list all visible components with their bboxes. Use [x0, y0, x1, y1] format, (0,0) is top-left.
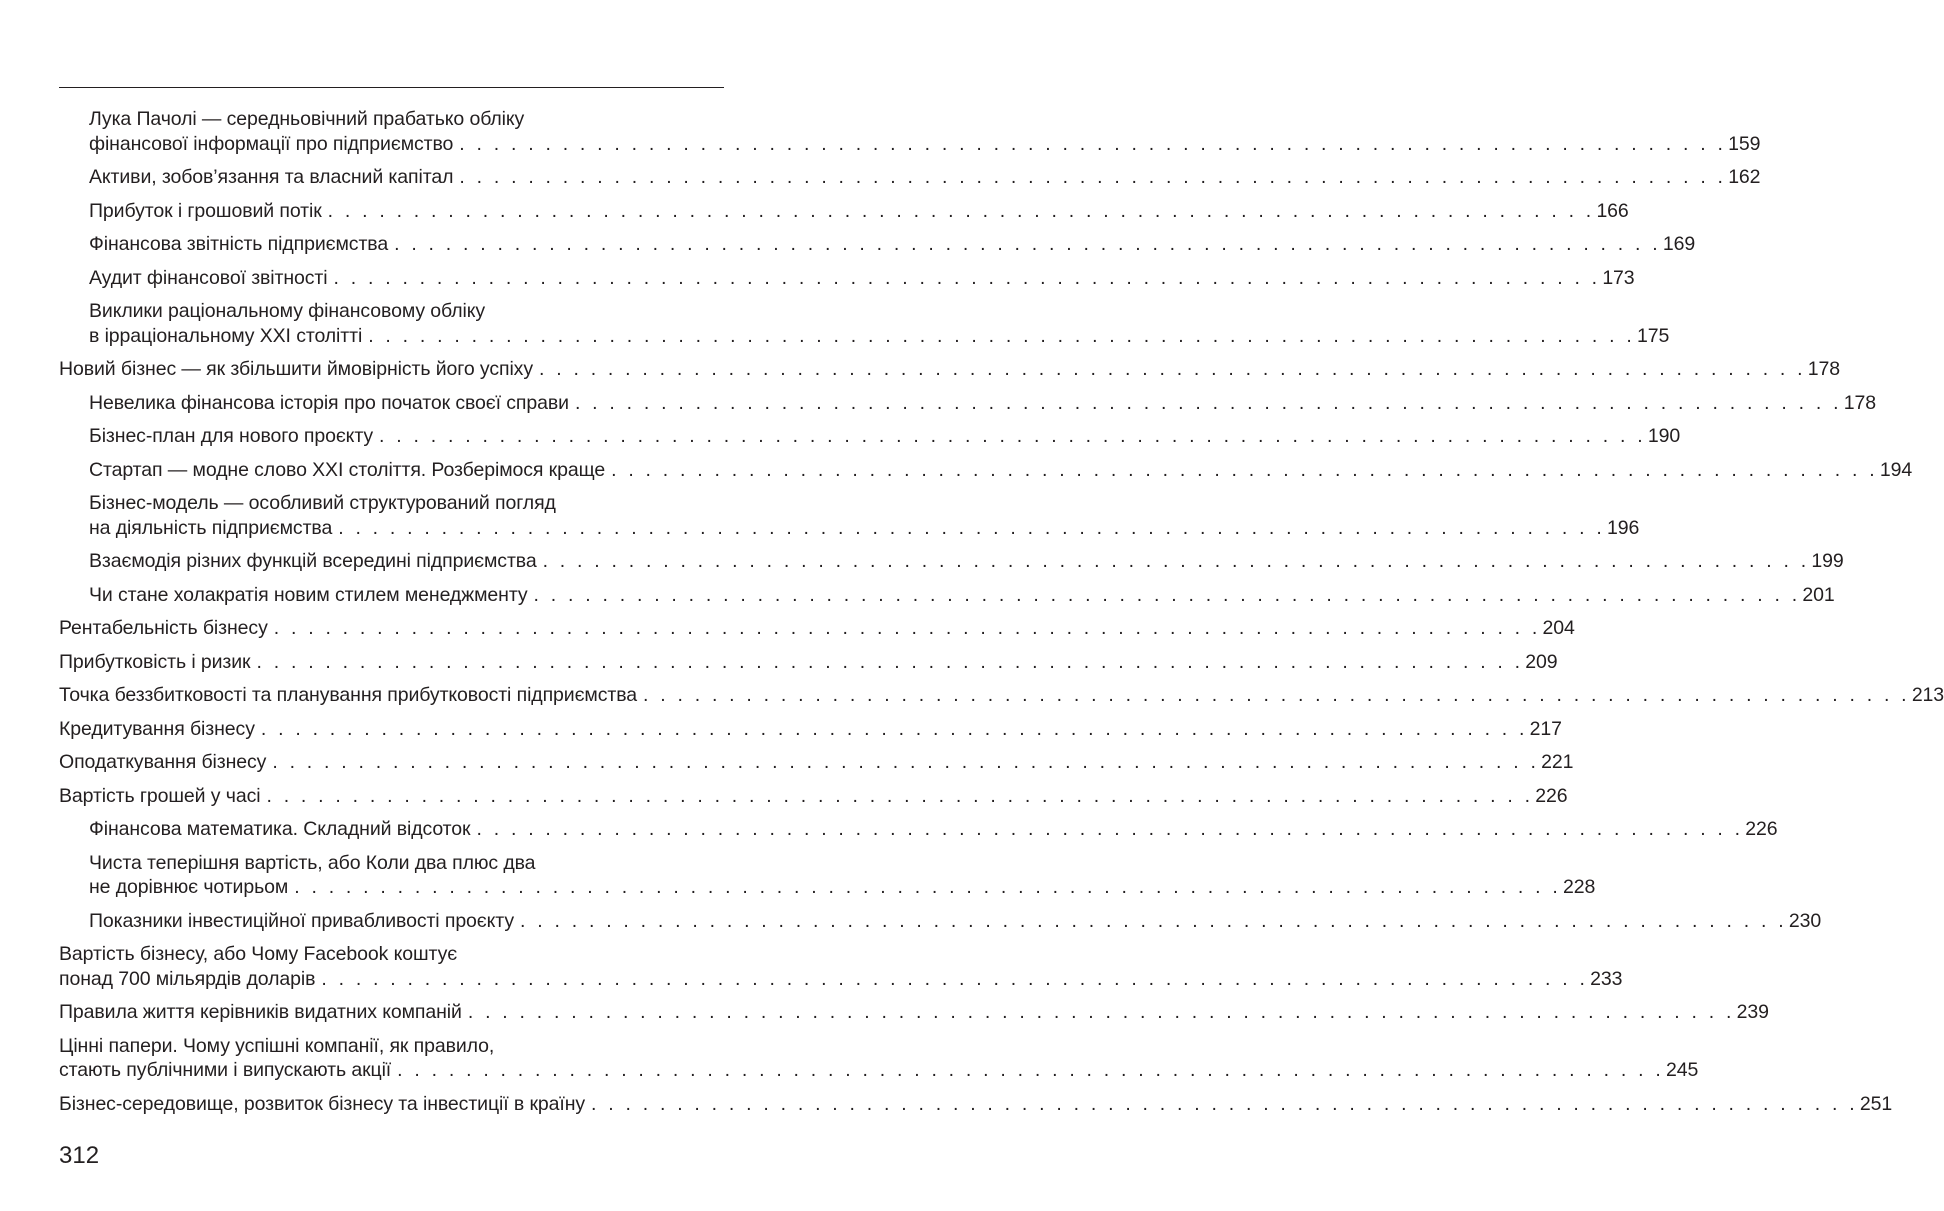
- toc-entry-line: [89, 232, 1696, 257]
- dot-leader: . . . . . . . . . . . . . . . . . . . . . . . . . . . . . . . . . . . . . . . . . . . . . . . . . . . . . . . . . . . . . . . . . . . . . . . . . .: [397, 1059, 1664, 1081]
- toc-entry-page: 199: [1811, 550, 1844, 572]
- toc-entry: [59, 909, 1822, 934]
- toc-entry: [59, 299, 1670, 348]
- toc-entry-line: [89, 458, 1913, 483]
- toc-entry-page: 221: [1541, 751, 1574, 773]
- toc-entry-line: [89, 324, 1670, 349]
- toc-entry-line: [89, 583, 1835, 608]
- toc-entry: [59, 1092, 1893, 1117]
- toc-entry-title: Новий бізнес — як збільшити ймовірність його успіху: [59, 358, 533, 380]
- dot-leader: . . . . . . . . . . . . . . . . . . . . . . . . . . . . . . . . . . . . . . . . . . . . . . . . . . . . . . . . . . . . . . . . . . . . . . . . . .: [520, 909, 1787, 932]
- toc-entry-line: [89, 516, 1640, 541]
- dot-leader: . . . . . . . . . . . . . . . . . . . . . . . . . . . . . . . . . . . . . . . . . . . . . . . . . . . . . . . . . . . . . . . . . . . . . . . . . .: [260, 717, 1528, 740]
- toc-entry-title: Бізнес-середовище, розвиток бізнесу та інвестиції в країну: [59, 1092, 586, 1115]
- toc-entry: [59, 650, 1558, 675]
- toc-entry-title: Невелика фінансова історія про початок своєї справи: [89, 391, 569, 414]
- toc-entry: [59, 851, 1596, 900]
- toc-entry-page: 178: [1843, 391, 1876, 414]
- toc-entry-page: 226: [1745, 818, 1778, 840]
- toc-entry-title: стають публічними і випускають акції: [59, 1059, 392, 1081]
- toc-entry-page: 204: [1542, 617, 1575, 639]
- toc-entry-page: 239: [1736, 1001, 1769, 1023]
- toc-entry-title: в ірраціональному ХХІ столітті: [89, 324, 363, 347]
- toc-entry: [59, 491, 1640, 540]
- dot-leader: . . . . . . . . . . . . . . . . . . . . . . . . . . . . . . . . . . . . . . . . . . . . . . . . . . . . . . . . . . . . . . . . . . . . . . . . . .: [266, 784, 1534, 807]
- toc-entry-title: Оподаткування бізнесу: [59, 751, 267, 773]
- toc-entry: [59, 1034, 1699, 1083]
- toc-entry-page: 162: [1728, 166, 1761, 188]
- toc-entry-title-first-line: Вартість бізнесу, або Чому Facebook коштує: [59, 943, 458, 965]
- toc-entry-line: [89, 165, 1761, 190]
- toc-entry: [59, 357, 1841, 382]
- dot-leader: . . . . . . . . . . . . . . . . . . . . . . . . . . . . . . . . . . . . . . . . . . . . . . . . . . . . . . . . . . . . . . . . . . . . . . . . . .: [538, 358, 1806, 380]
- toc-entry-line: [89, 875, 1596, 900]
- toc-entry-title: Чи стане холакратія новим стилем менеджменту: [89, 583, 528, 606]
- toc-entry: [59, 165, 1761, 190]
- table-of-contents: [59, 107, 1944, 1116]
- toc-entry: [59, 683, 1944, 708]
- dot-leader: . . . . . . . . . . . . . . . . . . . . . . . . . . . . . . . . . . . . . . . . . . . . . . . . . . . . . . . . . . . . . . . . . . . . . . . . . .: [533, 583, 1801, 606]
- toc-entry-title: Прибуток і грошовий потік: [89, 199, 322, 222]
- toc-entry: [59, 817, 1778, 842]
- dot-leader: . . . . . . . . . . . . . . . . . . . . . . . . . . . . . . . . . . . . . . . . . . . . . . . . . . . . . . . . . . . . . . . . . . . . . . . . . .: [542, 550, 1810, 572]
- dot-leader: . . . . . . . . . . . . . . . . . . . . . . . . . . . . . . . . . . . . . . . . . . . . . . . . . . . . . . . . . . . . . . . . . . . . . . . . . .: [459, 132, 1727, 155]
- toc-entry-line: [59, 750, 1574, 775]
- toc-entry-page: 166: [1596, 199, 1629, 222]
- toc-entry-line: [59, 1000, 1769, 1025]
- toc-entry: [59, 107, 1761, 156]
- toc-entry-title: Бізнес-план для нового проєкту: [89, 425, 374, 447]
- toc-entry-title: Стартап — модне слово ХХІ століття. Розберімося краще: [89, 458, 606, 481]
- toc-entry-line: [59, 650, 1558, 675]
- toc-entry-page: 169: [1662, 233, 1696, 255]
- dot-leader: . . . . . . . . . . . . . . . . . . . . . . . . . . . . . . . . . . . . . . . . . . . . . . . . . . . . . . . . . . . . . . . . . . . . . . . . . .: [256, 650, 1524, 673]
- dot-leader: . . . . . . . . . . . . . . . . . . . . . . . . . . . . . . . . . . . . . . . . . . . . . . . . . . . . . . . . . . . . . . . . . . . . . . . . . .: [379, 425, 1646, 447]
- toc-entry: [59, 750, 1574, 775]
- toc-entry: [59, 391, 1876, 416]
- toc-entry-title: фінансової інформації про підприємство: [89, 132, 454, 155]
- toc-entry-title: Аудит фінансової звітності: [89, 266, 328, 289]
- toc-entry-title-first-line: Цінні папери. Чому успішні компанії, як правило,: [59, 1034, 495, 1057]
- toc-entry-title: Показники інвестиційної привабливості проєкту: [89, 909, 515, 932]
- dot-leader: . . . . . . . . . . . . . . . . . . . . . . . . . . . . . . . . . . . . . . . . . . . . . . . . . . . . . . . . . . . . . . . . . . . . . . . . . .: [394, 233, 1661, 255]
- toc-entry-title: на діяльність підприємства: [89, 516, 333, 539]
- toc-entry: [59, 784, 1568, 809]
- page-number: 312: [59, 1142, 100, 1169]
- toc-entry-page: 226: [1535, 784, 1568, 807]
- toc-entry-title: Кредитування бізнесу: [59, 717, 255, 740]
- toc-entry-line: [59, 1092, 1893, 1117]
- toc-entry-title: Активи, зобов’язання та власний капітал: [89, 166, 454, 188]
- toc-entry-page: 173: [1602, 266, 1635, 289]
- toc-entry-title: Фінансова математика. Складний відсоток: [89, 818, 471, 840]
- toc-entry-line: [59, 1058, 1699, 1083]
- toc-entry-title: Прибутковість і ризик: [59, 650, 251, 673]
- toc-entry-page: 251: [1859, 1092, 1893, 1115]
- dot-leader: . . . . . . . . . . . . . . . . . . . . . . . . . . . . . . . . . . . . . . . . . . . . . . . . . . . . . . . . . . . . . . . . . . . . . . . . . .: [272, 751, 1540, 773]
- toc-entry-page: 230: [1788, 909, 1822, 932]
- toc-entry-title: Точка беззбитковості та планування прибутковості підприємства: [59, 684, 637, 706]
- toc-entry-page: 209: [1525, 650, 1558, 673]
- toc-entry-page: 175: [1637, 324, 1670, 347]
- toc-entry-page: 194: [1879, 458, 1913, 481]
- toc-entry-page: 190: [1647, 425, 1681, 447]
- toc-entry-page: 228: [1563, 876, 1596, 898]
- toc-entry: [59, 424, 1681, 449]
- toc-entry: [59, 616, 1575, 641]
- toc-entry: [59, 1000, 1769, 1025]
- toc-entry: [59, 199, 1629, 224]
- toc-entry-title-first-line: Чиста теперішня вартість, або Коли два плюс два: [89, 851, 536, 874]
- dot-leader: . . . . . . . . . . . . . . . . . . . . . . . . . . . . . . . . . . . . . . . . . . . . . . . . . . . . . . . . . . . . . . . . . . . . . . . . . .: [591, 1092, 1858, 1115]
- toc-entry-title: Взаємодія різних функцій всередині підприємства: [89, 550, 537, 572]
- toc-entry: [59, 458, 1913, 483]
- toc-entry: [59, 942, 1623, 991]
- toc-entry-page: 245: [1665, 1059, 1699, 1081]
- toc-entry-title: Фінансова звітність підприємства: [89, 233, 389, 255]
- toc-entry-title: Вартість грошей у часі: [59, 784, 261, 807]
- toc-entry-page: 201: [1802, 583, 1835, 606]
- toc-entry-line: [89, 132, 1761, 157]
- toc-entry-page: 233: [1590, 967, 1623, 990]
- toc-entry: [59, 549, 1844, 574]
- dot-leader: . . . . . . . . . . . . . . . . . . . . . . . . . . . . . . . . . . . . . . . . . . . . . . . . . . . . . . . . . . . . . . . . . . . . . . . . . .: [327, 199, 1595, 222]
- toc-entry: [59, 717, 1562, 742]
- dot-leader: . . . . . . . . . . . . . . . . . . . . . . . . . . . . . . . . . . . . . . . . . . . . . . . . . . . . . . . . . . . . . . . . . . . . . . . . . .: [294, 876, 1562, 898]
- dot-leader: . . . . . . . . . . . . . . . . . . . . . . . . . . . . . . . . . . . . . . . . . . . . . . . . . . . . . . . . . . . . . . . . . . . . . . . . . .: [321, 967, 1589, 990]
- dot-leader: . . . . . . . . . . . . . . . . . . . . . . . . . . . . . . . . . . . . . . . . . . . . . . . . . . . . . . . . . . . . . . . . . . . . . . . . . .: [574, 391, 1842, 414]
- toc-entry-line: [89, 817, 1778, 842]
- toc-entry-title-first-line: Бізнес-модель — особливий структурований погляд: [89, 492, 556, 514]
- toc-entry-title: понад 700 мільярдів доларів: [59, 967, 316, 990]
- toc-entry-line: [89, 266, 1635, 291]
- toc-entry-line: [89, 391, 1876, 416]
- toc-entry-line: [59, 683, 1944, 708]
- toc-entry: [59, 266, 1635, 291]
- dot-leader: . . . . . . . . . . . . . . . . . . . . . . . . . . . . . . . . . . . . . . . . . . . . . . . . . . . . . . . . . . . . . . . . . . . . . . . . . .: [459, 166, 1727, 188]
- toc-entry: [59, 583, 1835, 608]
- dot-leader: . . . . . . . . . . . . . . . . . . . . . . . . . . . . . . . . . . . . . . . . . . . . . . . . . . . . . . . . . . . . . . . . . . . . . . . . . .: [643, 684, 1910, 706]
- toc-entry-line: [59, 616, 1575, 641]
- dot-leader: . . . . . . . . . . . . . . . . . . . . . . . . . . . . . . . . . . . . . . . . . . . . . . . . . . . . . . . . . . . . . . . . . . . . . . . . . .: [338, 516, 1606, 539]
- toc-entry-title-first-line: Лука Пачолі — середньовічний прабатько обліку: [89, 108, 525, 130]
- toc-entry-title-first-line: Виклики раціональному фінансовому обліку: [89, 300, 486, 322]
- toc-entry-line: [89, 199, 1629, 224]
- dot-leader: . . . . . . . . . . . . . . . . . . . . . . . . . . . . . . . . . . . . . . . . . . . . . . . . . . . . . . . . . . . . . . . . . . . . . . . . . .: [476, 818, 1744, 840]
- toc-entry-title: Правила життя керівників видатних компаній: [59, 1001, 462, 1023]
- toc-entry-title: Рентабельність бізнесу: [59, 617, 268, 639]
- dot-leader: . . . . . . . . . . . . . . . . . . . . . . . . . . . . . . . . . . . . . . . . . . . . . . . . . . . . . . . . . . . . . . . . . . . . . . . . . .: [368, 324, 1635, 347]
- header-rule: [59, 87, 724, 88]
- toc-entry-page: 196: [1607, 516, 1640, 539]
- toc-entry-title: не дорівнює чотирьом: [89, 876, 289, 898]
- toc-entry-page: 213: [1911, 684, 1944, 706]
- toc-entry-line: [89, 549, 1844, 574]
- toc-entry-line: [59, 357, 1841, 382]
- toc-entry-line: [59, 784, 1568, 809]
- toc-entry-page: 178: [1807, 358, 1841, 380]
- toc-entry-page: 217: [1529, 717, 1562, 740]
- toc-entry-line: [89, 424, 1681, 449]
- toc-entry-line: [59, 967, 1623, 992]
- toc-entry-page: 159: [1728, 132, 1761, 155]
- dot-leader: . . . . . . . . . . . . . . . . . . . . . . . . . . . . . . . . . . . . . . . . . . . . . . . . . . . . . . . . . . . . . . . . . . . . . . . . . .: [333, 266, 1601, 289]
- dot-leader: . . . . . . . . . . . . . . . . . . . . . . . . . . . . . . . . . . . . . . . . . . . . . . . . . . . . . . . . . . . . . . . . . . . . . . . . . .: [611, 458, 1878, 481]
- dot-leader: . . . . . . . . . . . . . . . . . . . . . . . . . . . . . . . . . . . . . . . . . . . . . . . . . . . . . . . . . . . . . . . . . . . . . . . . . .: [467, 1001, 1735, 1023]
- toc-entry: [59, 232, 1696, 257]
- toc-entry-line: [89, 909, 1822, 934]
- toc-entry-line: [59, 717, 1562, 742]
- dot-leader: . . . . . . . . . . . . . . . . . . . . . . . . . . . . . . . . . . . . . . . . . . . . . . . . . . . . . . . . . . . . . . . . . . . . . . . . . .: [273, 617, 1541, 639]
